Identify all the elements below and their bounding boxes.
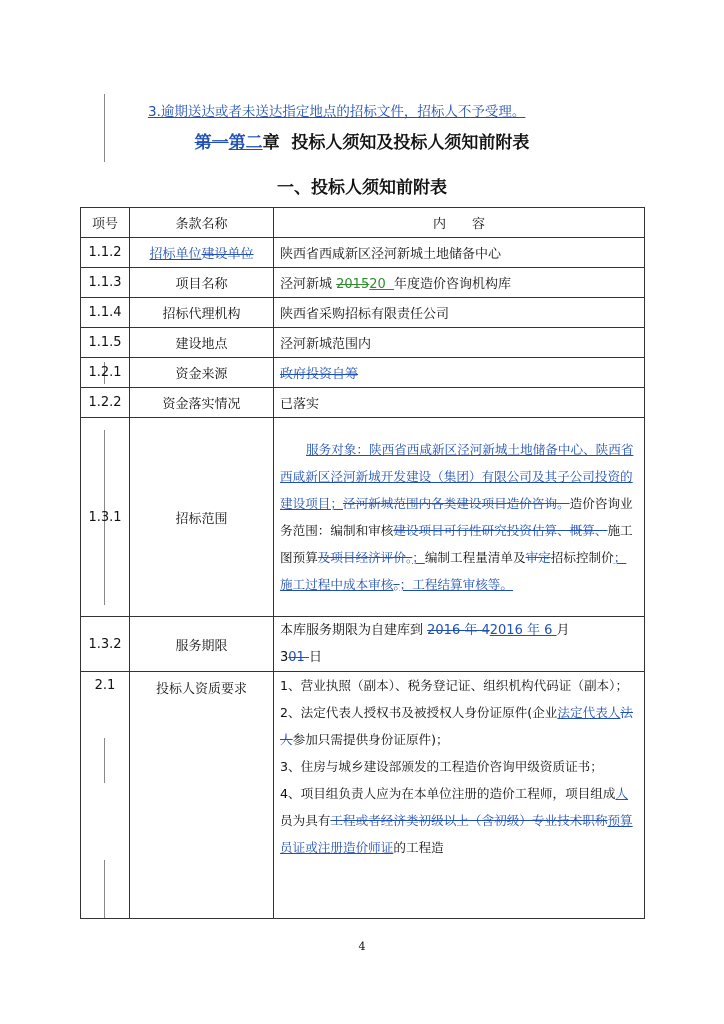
row-number: 1.1.2: [81, 238, 130, 268]
row-name: 资金落实情况: [130, 388, 274, 418]
row-content: 已落实: [274, 388, 645, 418]
row-name: 投标人资质要求: [130, 672, 274, 919]
row-number: 1.2.2: [81, 388, 130, 418]
table-row: [81, 672, 645, 919]
header-clause-name: 条款名称: [130, 208, 274, 238]
table-header-row: [81, 208, 645, 238]
table-row: [81, 358, 645, 388]
header-content: 内 容: [274, 208, 645, 238]
chapter-title: [0, 128, 724, 153]
row-name: 招标单位建设单位: [130, 238, 274, 268]
table-row: [81, 418, 645, 617]
row-name: 招标代理机构: [130, 298, 274, 328]
row-content: 政府投资自筹: [274, 358, 645, 388]
row-number: 1.1.5: [81, 328, 130, 358]
table-row: [81, 238, 645, 268]
row-name: 服务期限: [130, 617, 274, 672]
row-content: 本库服务期限为自建库到 2016 年 42016 年 6 月 301 日: [274, 617, 645, 672]
section-title: 一、投标人须知前附表: [277, 178, 447, 198]
chapter-inserted: 第二: [228, 133, 263, 153]
row-number: 1.1.4: [81, 298, 130, 328]
row-content: 1、营业执照（副本）、税务登记证、组织机构代码证（副本）； 2、法定代表人授权书及被授权人身份证原件(企业法定代表人法人参加只需提供身份证原件)； 3、住房与城乡建设部颁发的工程造价咨询甲级资质证书； 4、项目组负责人应为在本单位注册的造价工程师，项目组成人员为具有工程或者经济类初级以上（含初级）专业技术职称预算员证或注册造价师证的工程造: [274, 672, 645, 919]
row-name: 资金来源: [130, 358, 274, 388]
row-name: 项目名称: [130, 268, 274, 298]
table-row: [81, 388, 645, 418]
row-content: 陕西省西咸新区泾河新城土地储备中心: [274, 238, 645, 268]
header-item-no: 项号: [81, 208, 130, 238]
row-number: 1.1.3: [81, 268, 130, 298]
row-content: 服务对象：陕西省西咸新区泾河新城土地储备中心、陕西省西咸新区泾河新城开发建设（集团）有限公司及其子公司投资的建设项目；泾河新城范围内各类建设项目造价咨询。造价咨询业务范围：编制和审核建设项目可行性研究投资估算、概算、施工图预算及项目经济评价。；编制工程量清单及审定招标控制价；施工过程中成本审核。；工程结算审核等。: [274, 418, 645, 617]
row-content: 陕西省采购招标有限责任公司: [274, 298, 645, 328]
row-number: 1.3.2: [81, 617, 130, 672]
chapter-rest: 章 投标人须知及投标人须知前附表: [262, 133, 530, 153]
row-content: 泾河新城范围内: [274, 328, 645, 358]
table-row: [81, 617, 645, 672]
row-number: 2.1: [81, 672, 130, 919]
late-submission-note: 3.逾期送达或者未送达指定地点的招标文件，招标人不予受理。: [148, 104, 526, 120]
table-row: [81, 268, 645, 298]
row-number: 1.3.1: [81, 418, 130, 617]
chapter-deleted: 第一: [194, 133, 229, 153]
page-number: 4: [358, 940, 366, 953]
row-name: 建设地点: [130, 328, 274, 358]
table-row: [81, 298, 645, 328]
row-name: 招标范围: [130, 418, 274, 617]
table-row: [81, 328, 645, 358]
row-number: 1.2.1: [81, 358, 130, 388]
row-content: 泾河新城 201520 年度造价咨询机构库: [274, 268, 645, 298]
bidder-instructions-table: [80, 207, 645, 919]
